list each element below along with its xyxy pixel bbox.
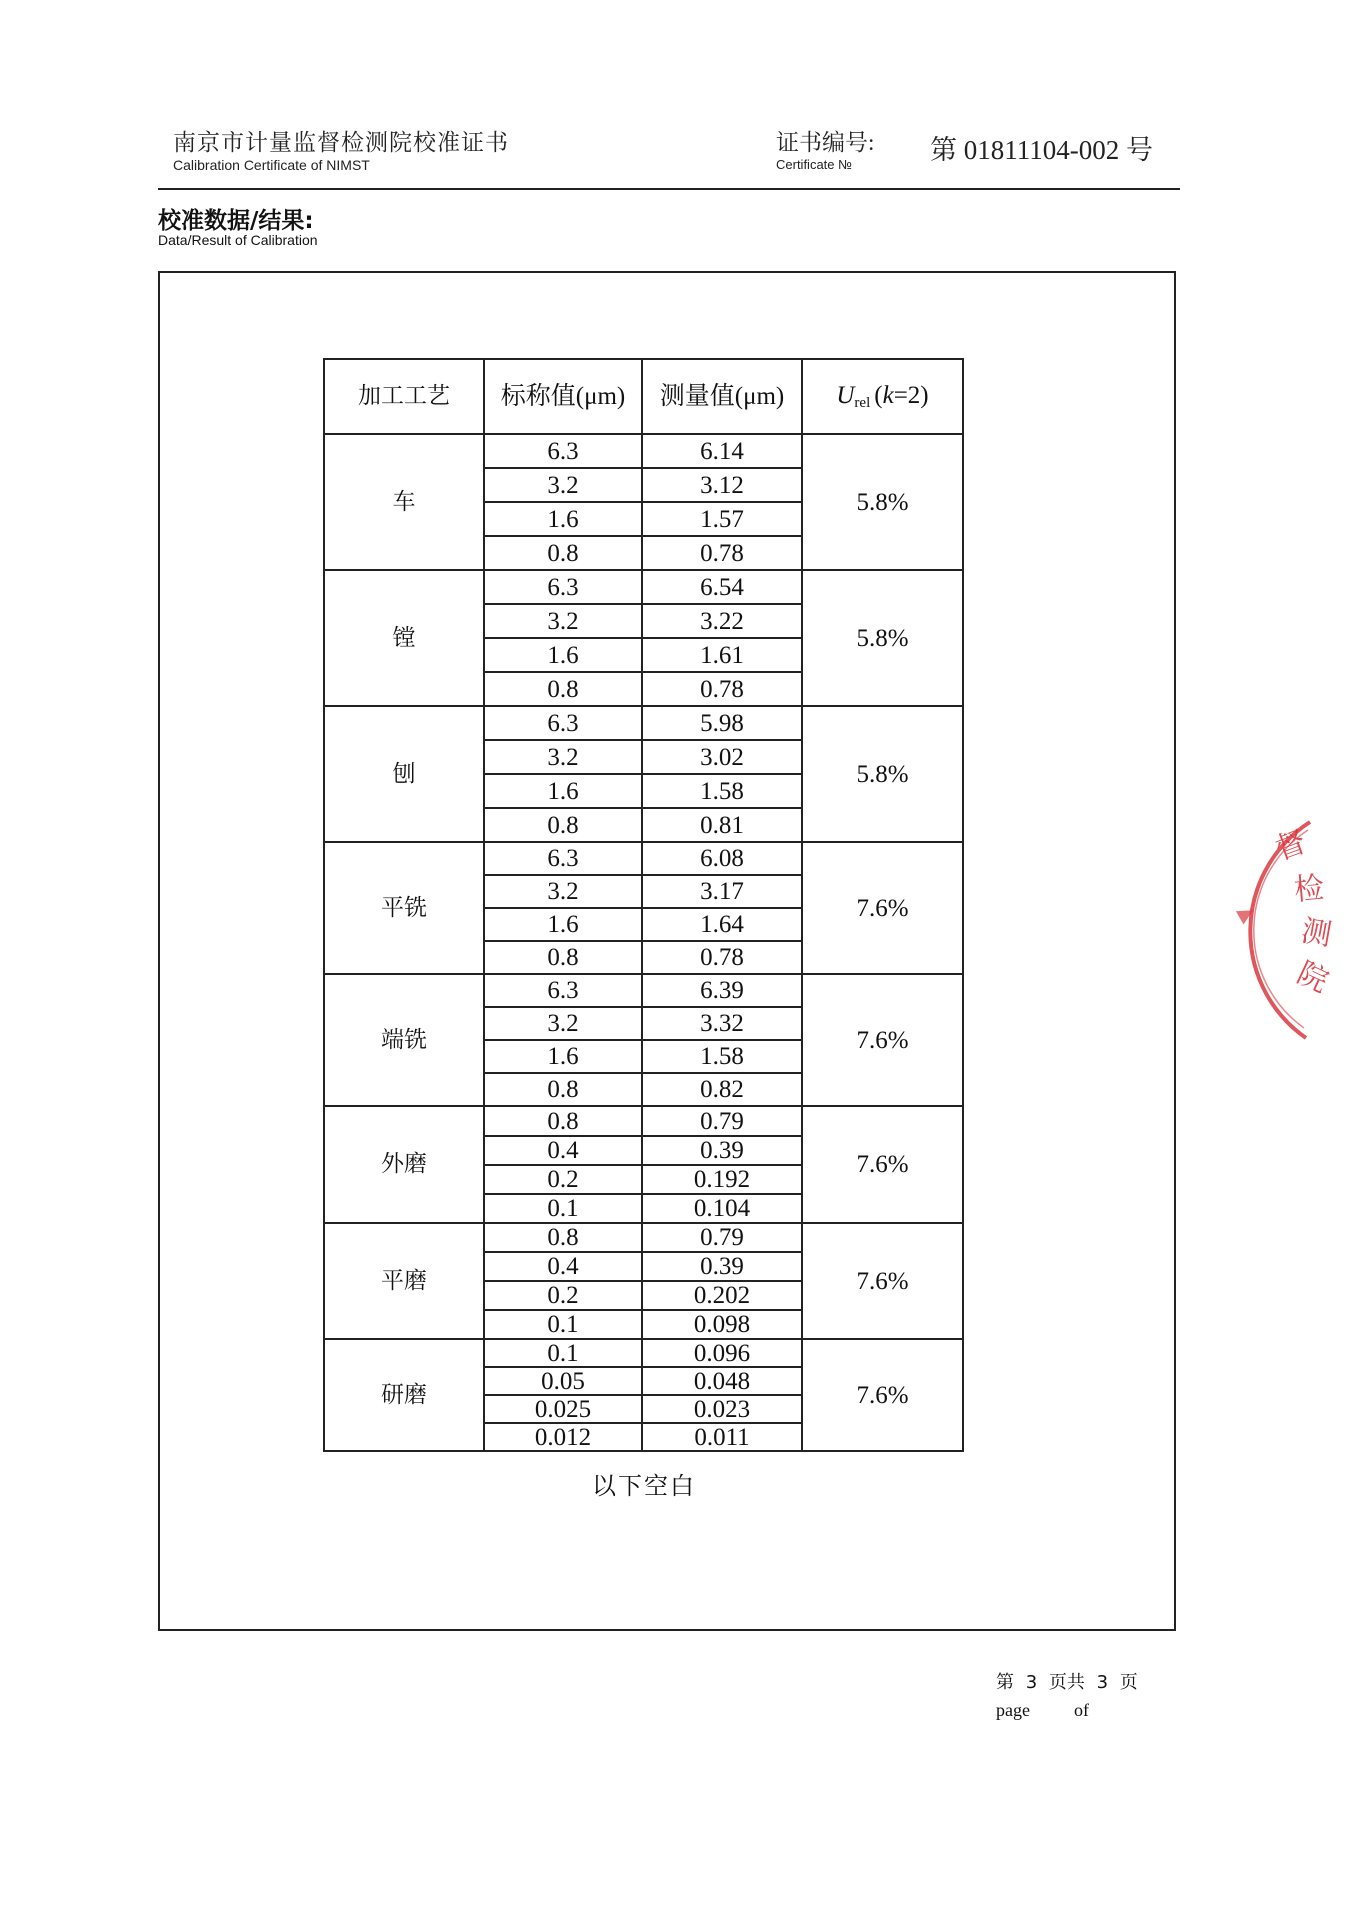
- measured-cell: 0.048: [642, 1367, 802, 1395]
- page-en-page: page: [996, 1700, 1030, 1720]
- process-cell: 平铣: [324, 842, 484, 974]
- nominal-cell: 1.6: [484, 774, 642, 808]
- svg-text:▲: ▲: [1233, 900, 1263, 926]
- nominal-cell: 0.2: [484, 1281, 642, 1310]
- nominal-cell: 6.3: [484, 570, 642, 604]
- nominal-cell: 3.2: [484, 604, 642, 638]
- measured-cell: 0.096: [642, 1339, 802, 1367]
- table-row: [324, 974, 963, 1007]
- certificate-number-label-cn: 证书编号:: [776, 130, 875, 155]
- measured-cell: 6.39: [642, 974, 802, 1007]
- section-title-en: Data/Result of Calibration: [158, 232, 318, 248]
- header-uncertainty: [802, 359, 963, 434]
- header-k-value: =2): [893, 381, 929, 409]
- nominal-cell: 0.8: [484, 1106, 642, 1136]
- process-cell: 车: [324, 434, 484, 570]
- nominal-cell: 6.3: [484, 842, 642, 875]
- measured-cell: 6.14: [642, 434, 802, 468]
- header-k-symbol: k: [882, 381, 894, 409]
- process-cell: 端铣: [324, 974, 484, 1106]
- page-en-of: of: [1073, 1700, 1089, 1720]
- process-cell: 平磨: [324, 1223, 484, 1339]
- measured-cell: 1.64: [642, 908, 802, 941]
- nominal-cell: 0.1: [484, 1339, 642, 1367]
- measured-cell: 1.57: [642, 502, 802, 536]
- nominal-cell: 0.4: [484, 1136, 642, 1165]
- uncertainty-cell: 7.6%: [802, 1223, 963, 1339]
- measured-cell: 3.17: [642, 875, 802, 908]
- measured-cell: 1.61: [642, 638, 802, 672]
- measured-cell: 0.39: [642, 1136, 802, 1165]
- measured-cell: 1.58: [642, 774, 802, 808]
- nominal-cell: 1.6: [484, 1040, 642, 1073]
- measured-cell: 0.098: [642, 1310, 802, 1339]
- certificate-number-value: 第 01811104-002 号: [930, 135, 1153, 165]
- uncertainty-cell: 5.8%: [802, 434, 963, 570]
- uncertainty-cell: 7.6%: [802, 1339, 963, 1451]
- nominal-cell: 0.4: [484, 1252, 642, 1281]
- nominal-cell: 0.8: [484, 1073, 642, 1106]
- nominal-cell: 6.3: [484, 706, 642, 740]
- nominal-cell: 0.8: [484, 1223, 642, 1252]
- measured-cell: 0.82: [642, 1073, 802, 1106]
- nominal-cell: 1.6: [484, 502, 642, 536]
- table-row: [324, 1223, 963, 1252]
- measured-cell: 0.39: [642, 1252, 802, 1281]
- header-u-symbol: U: [836, 381, 855, 409]
- measured-cell: 0.79: [642, 1106, 802, 1136]
- nominal-cell: 6.3: [484, 434, 642, 468]
- certificate-number-label-en: Certificate №: [776, 157, 853, 172]
- nominal-cell: 3.2: [484, 1007, 642, 1040]
- nominal-cell: 3.2: [484, 468, 642, 502]
- nominal-cell: 0.025: [484, 1395, 642, 1423]
- uncertainty-cell: 7.6%: [802, 1106, 963, 1223]
- svg-text:检: 检: [1292, 870, 1326, 908]
- process-cell: 研磨: [324, 1339, 484, 1451]
- measured-cell: 0.192: [642, 1165, 802, 1194]
- section-title-cn: 校准数据/结果:: [158, 208, 314, 234]
- table-row: [324, 842, 963, 875]
- nominal-cell: 0.8: [484, 808, 642, 842]
- header-title-en: Calibration Certificate of NIMST: [173, 157, 370, 173]
- page-number-en: [996, 1700, 1089, 1721]
- nominal-cell: 0.8: [484, 536, 642, 570]
- uncertainty-cell: 7.6%: [802, 974, 963, 1106]
- uncertainty-cell: 5.8%: [802, 706, 963, 842]
- nominal-cell: 0.05: [484, 1367, 642, 1395]
- measured-cell: 3.32: [642, 1007, 802, 1040]
- measured-cell: 3.22: [642, 604, 802, 638]
- measured-cell: 1.58: [642, 1040, 802, 1073]
- measured-cell: 6.08: [642, 842, 802, 875]
- table-row: [324, 706, 963, 740]
- header-nominal: 标称值(μm): [484, 359, 642, 434]
- measured-cell: 0.202: [642, 1281, 802, 1310]
- svg-text:督: 督: [1270, 824, 1311, 868]
- table-row: [324, 1106, 963, 1136]
- calibration-table: [323, 358, 964, 1452]
- measured-cell: 0.78: [642, 941, 802, 974]
- table-row: [324, 434, 963, 468]
- header-process: 加工工艺: [324, 359, 484, 434]
- uncertainty-cell: 7.6%: [802, 842, 963, 974]
- process-cell: 镗: [324, 570, 484, 706]
- header-u-subscript: rel: [854, 394, 871, 411]
- header-title-cn: 南京市计量监督检测院校准证书: [173, 130, 509, 155]
- nominal-cell: 0.1: [484, 1194, 642, 1223]
- measured-cell: 0.78: [642, 672, 802, 706]
- measured-cell: 6.54: [642, 570, 802, 604]
- measured-cell: 0.023: [642, 1395, 802, 1423]
- nominal-cell: 0.1: [484, 1310, 642, 1339]
- page-number-cn: 第 3 页共 3 页: [996, 1672, 1138, 1693]
- measured-cell: 0.104: [642, 1194, 802, 1223]
- table-header-row: [324, 359, 963, 434]
- svg-text:院: 院: [1291, 955, 1334, 1000]
- nominal-cell: 0.8: [484, 941, 642, 974]
- nominal-cell: 3.2: [484, 875, 642, 908]
- table-row: [324, 570, 963, 604]
- header-measured: 测量值(μm): [642, 359, 802, 434]
- measured-cell: 0.81: [642, 808, 802, 842]
- measured-cell: 3.12: [642, 468, 802, 502]
- header-divider: [158, 188, 1180, 190]
- header-k-open: (: [874, 381, 883, 409]
- measured-cell: 0.011: [642, 1423, 802, 1451]
- process-cell: 刨: [324, 706, 484, 842]
- uncertainty-cell: 5.8%: [802, 570, 963, 706]
- measured-cell: 5.98: [642, 706, 802, 740]
- measured-cell: 0.78: [642, 536, 802, 570]
- svg-text:测: 测: [1298, 913, 1335, 954]
- nominal-cell: 3.2: [484, 740, 642, 774]
- nominal-cell: 0.2: [484, 1165, 642, 1194]
- process-cell: 外磨: [324, 1106, 484, 1223]
- table-row: [324, 1339, 963, 1367]
- measured-cell: 3.02: [642, 740, 802, 774]
- measured-cell: 0.79: [642, 1223, 802, 1252]
- nominal-cell: 1.6: [484, 908, 642, 941]
- official-seal-stamp: [1200, 800, 1356, 1060]
- blank-below-note: 以下空白: [592, 1472, 696, 1500]
- nominal-cell: 1.6: [484, 638, 642, 672]
- nominal-cell: 0.8: [484, 672, 642, 706]
- nominal-cell: 0.012: [484, 1423, 642, 1451]
- nominal-cell: 6.3: [484, 974, 642, 1007]
